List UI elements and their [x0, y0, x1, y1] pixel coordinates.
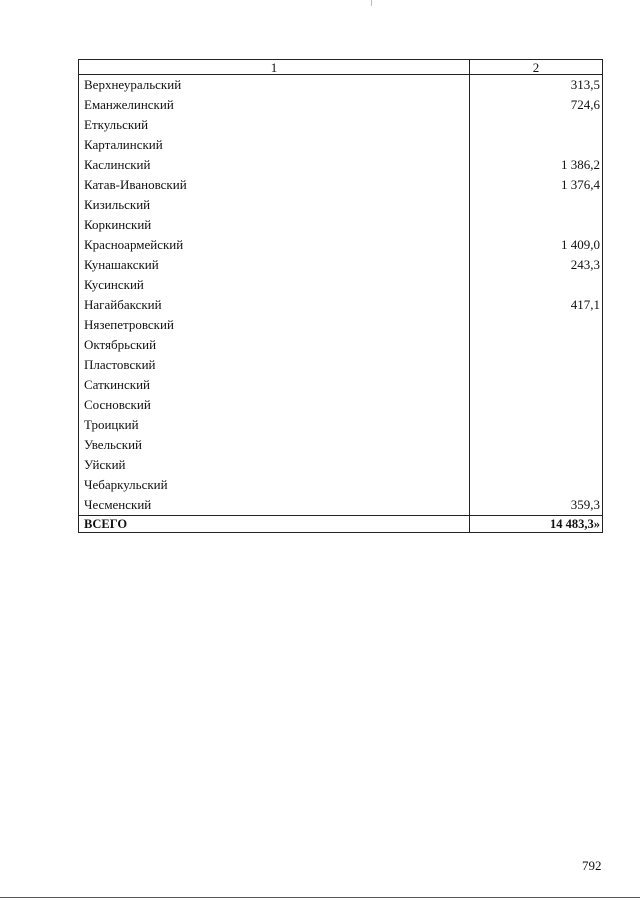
district-value [470, 355, 603, 375]
table-row [79, 275, 603, 295]
district-name: Чесменский [79, 495, 470, 516]
district-value [470, 215, 603, 235]
district-value [470, 455, 603, 475]
district-name: Еткульский [79, 115, 470, 135]
table-row [79, 375, 603, 395]
district-name: Увельский [79, 435, 470, 455]
district-name: Нязепетровский [79, 315, 470, 335]
table-row [79, 155, 603, 175]
district-name: Верхнеуральский [79, 75, 470, 96]
table-row [79, 115, 603, 135]
table-row [79, 215, 603, 235]
district-value [470, 475, 603, 495]
district-name: Уйский [79, 455, 470, 475]
data-table-container [78, 59, 602, 533]
district-value [470, 415, 603, 435]
district-name: Октябрьский [79, 335, 470, 355]
table-row [79, 475, 603, 495]
district-name: Кизильский [79, 195, 470, 215]
total-label: ВСЕГО [79, 516, 470, 533]
column-header-1: 1 [79, 60, 470, 75]
district-value: 1 409,0 [470, 235, 603, 255]
table-row [79, 255, 603, 275]
table-row [79, 395, 603, 415]
table-row [79, 335, 603, 355]
district-name: Пластовский [79, 355, 470, 375]
page-number: 792 [582, 858, 602, 873]
table-row [79, 175, 603, 195]
district-name: Карталинский [79, 135, 470, 155]
district-name: Еманжелинский [79, 95, 470, 115]
district-value [470, 395, 603, 415]
district-value: 724,6 [470, 95, 603, 115]
table-row [79, 235, 603, 255]
district-name: Каслинский [79, 155, 470, 175]
district-value [470, 275, 603, 295]
table-row [79, 195, 603, 215]
district-value [470, 195, 603, 215]
district-value: 1 376,4 [470, 175, 603, 195]
district-value [470, 375, 603, 395]
district-name: Нагайбакский [79, 295, 470, 315]
district-value: 417,1 [470, 295, 603, 315]
district-name: Кусинский [79, 275, 470, 295]
total-row [79, 516, 603, 533]
table-row [79, 435, 603, 455]
district-name: Катав-Ивановский [79, 175, 470, 195]
table-row [79, 135, 603, 155]
table-row [79, 415, 603, 435]
district-value [470, 315, 603, 335]
table-row [79, 295, 603, 315]
scan-mark [371, 0, 372, 6]
data-table [78, 59, 603, 533]
district-value: 359,3 [470, 495, 603, 516]
table-row [79, 75, 603, 96]
column-header-2: 2 [470, 60, 603, 75]
district-value [470, 335, 603, 355]
table-row [79, 315, 603, 335]
district-name: Красноармейский [79, 235, 470, 255]
total-value: 14 483,3» [470, 516, 603, 533]
table-body [79, 75, 603, 516]
district-value [470, 435, 603, 455]
district-name: Троицкий [79, 415, 470, 435]
table-header-row [79, 60, 603, 75]
district-name: Сосновский [79, 395, 470, 415]
district-value: 243,3 [470, 255, 603, 275]
district-name: Коркинский [79, 215, 470, 235]
bottom-divider [0, 897, 640, 898]
table-row [79, 495, 603, 516]
district-value [470, 115, 603, 135]
district-name: Кунашакский [79, 255, 470, 275]
district-name: Саткинский [79, 375, 470, 395]
district-value: 313,5 [470, 75, 603, 96]
table-row [79, 95, 603, 115]
district-value: 1 386,2 [470, 155, 603, 175]
district-value [470, 135, 603, 155]
table-row [79, 455, 603, 475]
table-row [79, 355, 603, 375]
district-name: Чебаркульский [79, 475, 470, 495]
